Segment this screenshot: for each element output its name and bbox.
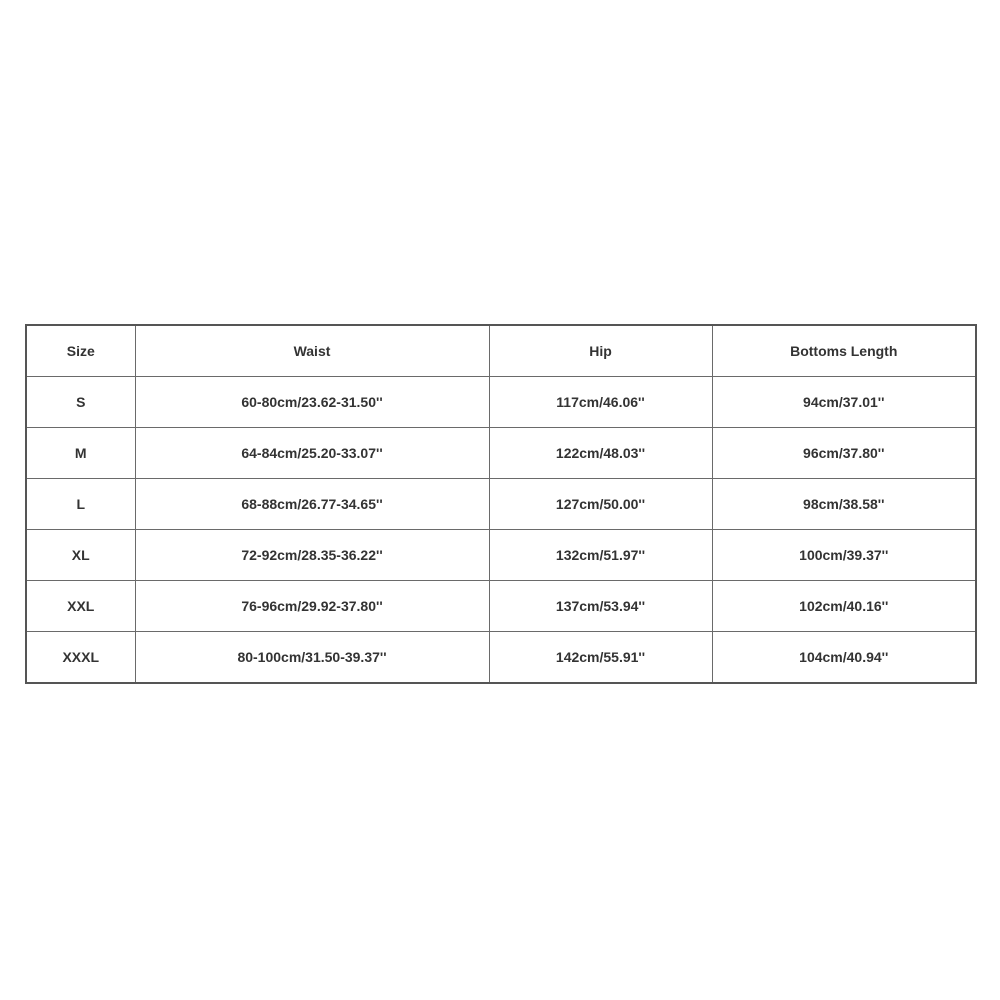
cell-waist: 80-100cm/31.50-39.37'' [135,632,489,684]
cell-hip: 122cm/48.03'' [489,428,712,479]
cell-hip: 137cm/53.94'' [489,581,712,632]
cell-waist: 76-96cm/29.92-37.80'' [135,581,489,632]
cell-size: S [26,377,135,428]
cell-size: XL [26,530,135,581]
cell-bottoms-length: 104cm/40.94'' [712,632,976,684]
cell-bottoms-length: 100cm/39.37'' [712,530,976,581]
table-row [26,581,976,632]
table-row [26,632,976,684]
table-row [26,428,976,479]
cell-waist: 64-84cm/25.20-33.07'' [135,428,489,479]
cell-bottoms-length: 102cm/40.16'' [712,581,976,632]
cell-hip: 142cm/55.91'' [489,632,712,684]
cell-hip: 117cm/46.06'' [489,377,712,428]
size-chart-table [25,324,977,684]
cell-bottoms-length: 94cm/37.01'' [712,377,976,428]
table-row [26,530,976,581]
table-header-row [26,325,976,377]
header-bottoms-length: Bottoms Length [712,325,976,377]
cell-bottoms-length: 98cm/38.58'' [712,479,976,530]
cell-waist: 68-88cm/26.77-34.65'' [135,479,489,530]
cell-bottoms-length: 96cm/37.80'' [712,428,976,479]
header-size: Size [26,325,135,377]
header-waist: Waist [135,325,489,377]
cell-waist: 60-80cm/23.62-31.50'' [135,377,489,428]
table-row [26,479,976,530]
cell-size: XXXL [26,632,135,684]
cell-size: M [26,428,135,479]
cell-size: L [26,479,135,530]
cell-waist: 72-92cm/28.35-36.22'' [135,530,489,581]
cell-size: XXL [26,581,135,632]
table-row [26,377,976,428]
cell-hip: 127cm/50.00'' [489,479,712,530]
header-hip: Hip [489,325,712,377]
cell-hip: 132cm/51.97'' [489,530,712,581]
